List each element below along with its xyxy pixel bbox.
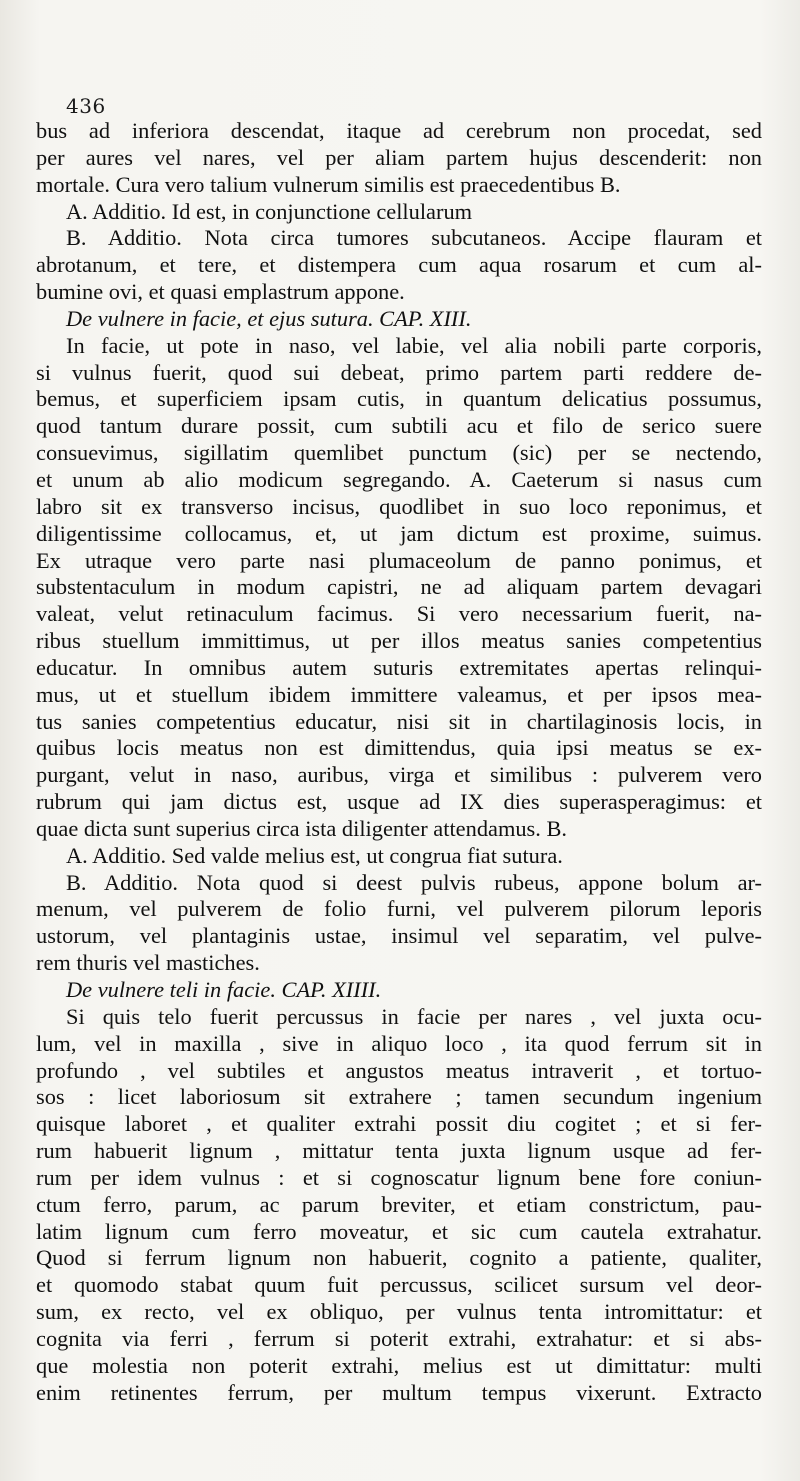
text-line: sum, ex recto, vel ex obliquo, per vulnus tenta intromittatur: et (36, 1299, 762, 1325)
text-line: quibus locis meatus non est dimittendus, quia ipsi meatus se ex- (36, 735, 762, 761)
text-line: B. Additio. Nota circa tumores subcutaneos. Accipe flauram et (66, 225, 762, 251)
text-line: bus ad inferiora descendat, itaque ad cerebrum non procedat, sed (36, 118, 762, 143)
text-line: abrotanum, et tere, et distempera cum aqua rosarum et cum al- (36, 252, 762, 278)
text-line: educatur. In omnibus autem suturis extremitates apertas relinqui- (36, 654, 762, 680)
text-line: labro sit ex transverso incisus, quodlibet in suo loco reponimus, et (36, 493, 762, 519)
text-line: mus, ut et stuellum ibidem immittere valeamus, et per ipsos mea- (36, 681, 762, 707)
text-line: In facie, ut pote in naso, vel labie, vel alia nobili parte corporis, (66, 332, 762, 358)
body-text (36, 118, 762, 1407)
text-line: A. Additio. Id est, in conjunctione cellularum (66, 198, 473, 224)
chapter-heading: De vulnere teli in facie. CAP. XIIII. (66, 977, 382, 1002)
text-line: purgant, velut in naso, auribus, virga et similibus : pulverem vero (36, 762, 762, 788)
text-line: lum, vel in maxilla , sive in aliquo loco , ita quod ferrum sit in (36, 1030, 762, 1056)
text-line: menum, vel pulverem de folio furni, vel pulverem pilorum leporis (36, 896, 762, 922)
text-line: diligentissime collocamus, et, ut jam dictum est proxime, suimus. (36, 520, 762, 546)
text-line: bumine ovi, et quasi emplastrum appone. (36, 279, 405, 305)
text-line: consuevimus, sigillatim quemlibet punctum (sic) per se nectendo, (36, 440, 762, 466)
text-line: profundo , vel subtiles et angustos meatus intraverit , et tortuo- (36, 1057, 762, 1083)
text-line: rum habuerit lignum , mittatur tenta juxta lignum usque ad fer- (36, 1138, 762, 1164)
text-line: rum per idem vulnus : et si cognoscatur lignum bene fore coniun- (36, 1164, 762, 1190)
text-line: Ex utraque vero parte nasi plumaceolum de panno ponimus, et (36, 547, 762, 573)
text-line: quae dicta sunt superius circa ista diligenter attendamus. B. (36, 815, 568, 841)
text-line: ribus stuellum immittimus, ut per illos meatus sanies competentius (36, 628, 762, 654)
text-line: Si quis telo fuerit percussus in facie per nares , vel juxta ocu- (66, 1003, 762, 1029)
text-line: rem thuris vel mastiches. (36, 950, 260, 976)
text-line: et quomodo stabat quum fuit percussus, scilicet sursum vel deor- (36, 1272, 762, 1298)
text-line: tus sanies competentius educatur, nisi sit in chartilaginosis locis, in (36, 708, 762, 734)
text-line: que molestia non poterit extrahi, melius est ut dimittatur: multi (36, 1352, 762, 1378)
text-line: mortale. Cura vero talium vulnerum similis est praecedentibus B. (36, 171, 621, 197)
text-line: ustorum, vel plantaginis ustae, insimul vel separatim, vel pulve- (36, 923, 762, 949)
chapter-heading: De vulnere in facie, et ejus sutura. CAP. XIII. (66, 305, 472, 331)
text-line: valeat, velut retinaculum facimus. Si vero necessarium fuerit, na- (36, 601, 762, 627)
text-line: et unum ab alio modicum segregando. A. Caeterum si nasus cum (36, 466, 762, 492)
text-line: bemus, et superficiem ipsam cutis, in quantum delicatius possumus, (36, 386, 762, 412)
text-line: quod tantum durare possit, cum subtili acu et filo de serico suere (36, 413, 762, 439)
text-line: cognita via ferri , ferrum si poterit extrahi, extrahatur: et si abs- (36, 1325, 762, 1351)
text-line: enim retinentes ferrum, per multum tempus vixerunt. Extracto (36, 1379, 762, 1405)
text-line: sos : licet laboriosum sit extrahere ; tamen secundum ingenium (36, 1084, 762, 1110)
text-line: B. Additio. Nota quod si deest pulvis rubeus, appone bolum ar- (66, 869, 762, 895)
text-line: latim lignum cum ferro moveatur, et sic cum cautela extrahatur. (36, 1218, 762, 1244)
text-line: substentaculum in modum capistri, ne ad aliquam partem devagari (36, 574, 762, 600)
text-line: per aures vel nares, vel per aliam partem hujus descenderit: non (36, 144, 762, 170)
text-line: rubrum qui jam dictus est, usque ad IX dies superasperagimus: et (36, 789, 762, 815)
text-line: Quod si ferrum lignum non habuerit, cognito a patiente, qualiter, (36, 1245, 762, 1271)
text-line: A. Additio. Sed valde melius est, ut congrua fiat sutura. (66, 842, 563, 868)
page-number: 436 (66, 94, 106, 118)
text-line: quisque laboret , et qualiter extrahi possit diu cogitet ; et si fer- (36, 1111, 762, 1137)
text-line: si vulnus fuerit, quod sui debeat, primo partem parti reddere de- (36, 359, 762, 385)
text-line: ctum ferro, parum, ac parum breviter, et etiam constrictum, pau- (36, 1191, 762, 1217)
